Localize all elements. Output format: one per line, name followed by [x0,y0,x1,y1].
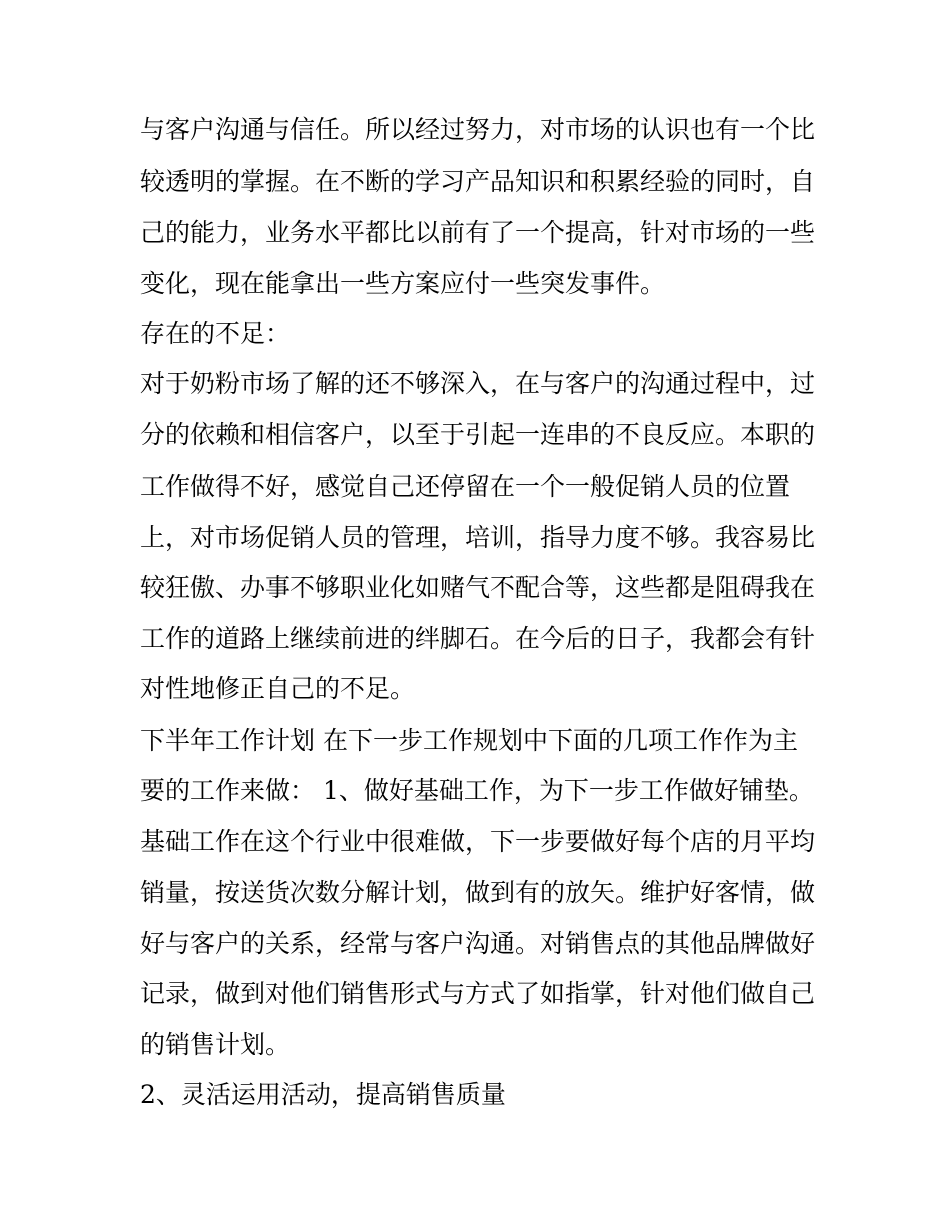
text-line: 分的依赖和相信客户，以至于引起一连串的不良反应。本职的 [140,420,816,449]
text-line: 工作的道路上继续前进的绊脚石。在今后的日子，我都会有针 [140,624,816,653]
text-line: 要的工作来做： 1、做好基础工作，为下一步工作做好铺垫。 [140,776,814,805]
text-line: 对于奶粉市场了解的还不够深入，在与客户的沟通过程中，过 [140,369,816,398]
text-line: 变化，现在能拿出一些方案应付一些突发事件。 [140,269,666,298]
text-line: 好与客户的关系，经常与客户沟通。对销售点的其他品牌做好 [140,929,816,958]
text-line: 工作做得不好，感觉自己还停留在一个一般促销人员的位置 [140,472,791,501]
text-line: 2、灵活运用活动，提高销售质量 [140,1080,506,1109]
section-heading: 存在的不足： [140,319,291,348]
text-line: 己的能力，业务水平都比以前有了一个提高，针对市场的一些 [140,218,816,247]
text-line: 销量，按送货次数分解计划，做到有的放矢。维护好客情，做 [140,878,816,907]
text-line: 下半年工作计划 在下一步工作规划中下面的几项工作作为主 [140,726,798,755]
text-line: 记录，做到对他们销售形式与方式了如指掌，针对他们做自己 [140,979,816,1008]
text-line: 的销售计划。 [140,1030,291,1059]
text-line: 较狂傲、办事不够职业化如赌气不配合等，这些都是阻碍我在 [140,573,816,602]
text-line: 较透明的掌握。在不断的学习产品知识和积累经验的同时，自 [140,167,816,196]
text-line: 与客户沟通与信任。所以经过努力，对市场的认识也有一个比 [140,115,816,144]
text-line: 基础工作在这个行业中很难做，下一步要做好每个店的月平均 [140,827,816,856]
text-line: 对性地修正自己的不足。 [140,674,416,703]
text-line: 上，对市场促销人员的管理，培训，指导力度不够。我容易比 [140,523,816,552]
